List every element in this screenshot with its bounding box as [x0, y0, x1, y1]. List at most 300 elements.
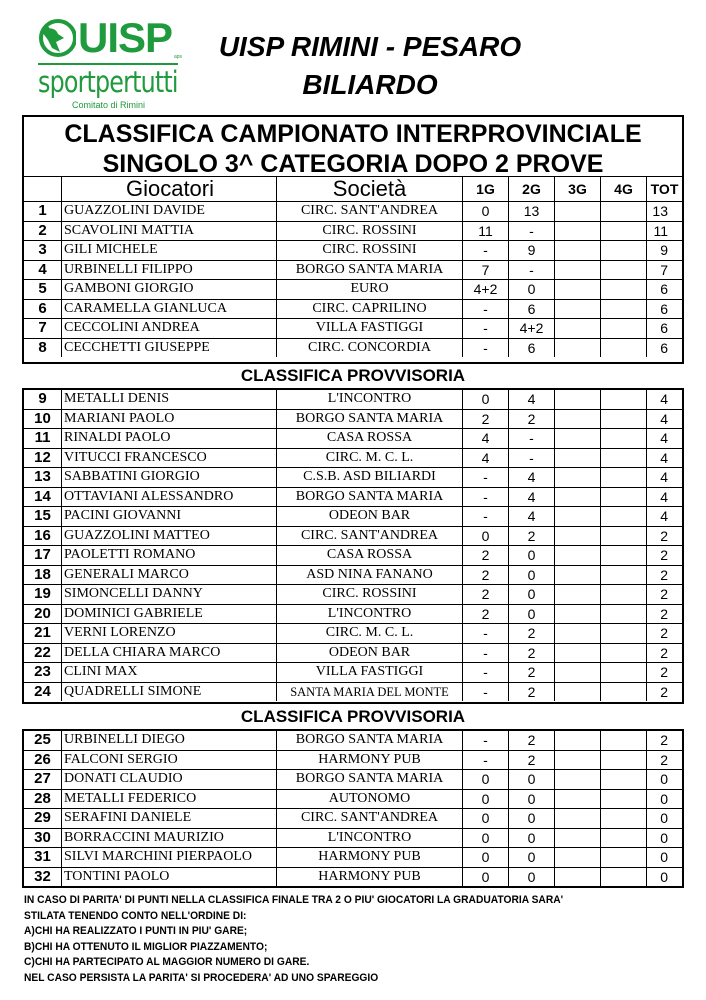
table-row [24, 409, 682, 429]
table-row [24, 663, 682, 683]
rank-cell: 1 [24, 202, 62, 222]
rank-cell: 13 [24, 468, 62, 488]
club-cell: L'INCONTRO [277, 828, 463, 848]
score-4g-cell [601, 448, 647, 468]
rank-cell: 32 [24, 867, 62, 886]
score-1g-cell: - [463, 682, 509, 701]
note-line: NEL CASO PERSISTA LA PARITA' SI PROCEDERA' AD UNO SPAREGGIO [24, 971, 379, 984]
rank-cell: 22 [24, 643, 62, 663]
player-cell: GILI MICHELE [62, 241, 277, 261]
table-row [24, 487, 682, 507]
provisional-grid-1 [24, 390, 682, 701]
score-4g-cell [601, 280, 647, 300]
table-row [24, 280, 682, 300]
score-3g-cell [555, 848, 601, 868]
ranking-table [22, 115, 684, 364]
tiebreak-notes [24, 893, 694, 986]
total-cell: 2 [647, 604, 683, 624]
score-1g-cell: 0 [463, 770, 509, 790]
player-cell: CLINI MAX [62, 663, 277, 683]
player-cell: BORRACCINI MAURIZIO [62, 828, 277, 848]
score-1g-cell: - [463, 624, 509, 644]
club-cell: SANTA MARIA DEL MONTE [277, 682, 463, 701]
score-2g-cell: 2 [509, 643, 555, 663]
table-row [24, 546, 682, 566]
logo-tagline: sportpertutti [38, 65, 178, 99]
rank-cell: 10 [24, 409, 62, 429]
score-2g-cell: - [509, 448, 555, 468]
score-1g-cell: - [463, 750, 509, 770]
score-2g-cell: 6 [509, 299, 555, 319]
score-4g-cell [601, 507, 647, 527]
club-cell: L'INCONTRO [277, 390, 463, 409]
rank-cell: 26 [24, 750, 62, 770]
total-cell: 7 [647, 260, 683, 280]
score-2g-cell: 0 [509, 585, 555, 605]
score-4g-cell [601, 202, 647, 222]
note-line: B)CHI HA OTTENUTO IL MIGLIOR PIAZZAMENTO; [24, 940, 268, 953]
rank-cell: 28 [24, 789, 62, 809]
score-4g-cell [601, 624, 647, 644]
score-1g-cell: - [463, 241, 509, 261]
score-3g-cell [555, 507, 601, 527]
rank-cell: 3 [24, 241, 62, 261]
player-cell: CARAMELLA GIANLUCA [62, 299, 277, 319]
score-2g-cell: 0 [509, 565, 555, 585]
score-1g-cell: - [463, 643, 509, 663]
table-row [24, 429, 682, 449]
score-2g-cell: 0 [509, 789, 555, 809]
rank-cell: 17 [24, 546, 62, 566]
rank-cell: 24 [24, 682, 62, 701]
score-3g-cell [555, 338, 601, 357]
club-cell: BORGO SANTA MARIA [277, 770, 463, 790]
total-cell: 4 [647, 390, 683, 409]
total-cell: 4 [647, 468, 683, 488]
score-3g-cell [555, 604, 601, 624]
rank-cell: 20 [24, 604, 62, 624]
player-cell: URBINELLI FILIPPO [62, 260, 277, 280]
player-cell: MARIANI PAOLO [62, 409, 277, 429]
score-4g-cell [601, 809, 647, 829]
score-1g-cell: 4 [463, 429, 509, 449]
total-cell: 2 [647, 682, 683, 701]
score-1g-cell: - [463, 487, 509, 507]
score-1g-cell: 0 [463, 390, 509, 409]
club-cell: CIRC. SANT'ANDREA [277, 809, 463, 829]
club-cell: VILLA FASTIGGI [277, 663, 463, 683]
player-cell: FALCONI SERGIO [62, 750, 277, 770]
score-1g-cell: 2 [463, 565, 509, 585]
score-4g-cell [601, 319, 647, 339]
note-line: STILATA TENENDO CONTO NELL'ORDINE DI: [24, 909, 247, 922]
score-1g-cell: 2 [463, 604, 509, 624]
score-1g-cell: 0 [463, 789, 509, 809]
score-2g-cell: 0 [509, 848, 555, 868]
rank-cell: 18 [24, 565, 62, 585]
club-cell: ODEON BAR [277, 507, 463, 527]
total-cell: 4 [647, 507, 683, 527]
player-cell: DONATI CLAUDIO [62, 770, 277, 790]
table-row [24, 260, 682, 280]
score-3g-cell [555, 828, 601, 848]
score-2g-cell: 0 [509, 546, 555, 566]
col-tot-header: TOT [647, 177, 683, 202]
total-cell: 2 [647, 750, 683, 770]
total-cell: 2 [647, 565, 683, 585]
rank-cell: 21 [24, 624, 62, 644]
player-cell: DOMINICI GABRIELE [62, 604, 277, 624]
col-club-header: Società [277, 177, 463, 202]
club-cell: CASA ROSSA [277, 546, 463, 566]
score-1g-cell: - [463, 663, 509, 683]
rank-cell: 19 [24, 585, 62, 605]
rank-cell: 29 [24, 809, 62, 829]
score-3g-cell [555, 643, 601, 663]
score-4g-cell [601, 770, 647, 790]
score-2g-cell: 6 [509, 338, 555, 357]
note-line: A)CHI HA REALIZZATO I PUNTI IN PIU' GARE; [24, 925, 248, 937]
score-4g-cell [601, 390, 647, 409]
rank-cell: 7 [24, 319, 62, 339]
score-2g-cell: 0 [509, 828, 555, 848]
page-subtitle: BILIARDO [302, 69, 438, 100]
club-cell: ASD NINA FANANO [277, 565, 463, 585]
rank-cell: 4 [24, 260, 62, 280]
club-cell: CASA ROSSA [277, 429, 463, 449]
total-cell: 13 [647, 202, 683, 222]
player-cell: CECCOLINI ANDREA [62, 319, 277, 339]
rank-cell: 11 [24, 429, 62, 449]
table-row [24, 604, 682, 624]
col-2g-header: 2G [509, 177, 555, 202]
table-row [24, 809, 682, 829]
score-1g-cell: 2 [463, 546, 509, 566]
player-cell: TONTINI PAOLO [62, 867, 277, 886]
score-2g-cell: 4 [509, 507, 555, 527]
total-cell: 4 [647, 448, 683, 468]
score-2g-cell: 2 [509, 409, 555, 429]
total-cell: 0 [647, 789, 683, 809]
club-cell: CIRC. M. C. L. [277, 448, 463, 468]
provisional-label-1: CLASSIFICA PROVVISORIA [240, 366, 466, 385]
player-cell: SERAFINI DANIELE [62, 809, 277, 829]
score-4g-cell [601, 546, 647, 566]
club-cell: CIRC. ROSSINI [277, 241, 463, 261]
score-3g-cell [555, 299, 601, 319]
total-cell: 2 [647, 663, 683, 683]
score-4g-cell [601, 731, 647, 750]
uisp-logo [36, 16, 186, 112]
table-header-row [24, 177, 682, 202]
score-3g-cell [555, 448, 601, 468]
rank-cell: 27 [24, 770, 62, 790]
ranking-title-line1: CLASSIFICA CAMPIONATO INTERPROVINCIALE [64, 120, 642, 148]
col-player-header: Giocatori [62, 177, 277, 202]
table-row [24, 299, 682, 319]
club-cell: L'INCONTRO [277, 604, 463, 624]
score-4g-cell [601, 299, 647, 319]
player-cell: METALLI DENIS [62, 390, 277, 409]
rank-cell: 23 [24, 663, 62, 683]
score-4g-cell [601, 565, 647, 585]
table-row [24, 585, 682, 605]
score-2g-cell: 2 [509, 750, 555, 770]
score-3g-cell [555, 663, 601, 683]
score-3g-cell [555, 429, 601, 449]
score-4g-cell [601, 468, 647, 488]
rank-cell: 8 [24, 338, 62, 357]
club-cell: CIRC. CONCORDIA [277, 338, 463, 357]
runner-logo-icon [36, 18, 76, 58]
score-2g-cell: 9 [509, 241, 555, 261]
score-2g-cell: - [509, 429, 555, 449]
player-cell: GUAZZOLINI MATTEO [62, 526, 277, 546]
table-row [24, 750, 682, 770]
table-row [24, 643, 682, 663]
score-2g-cell: - [509, 221, 555, 241]
rank-cell: 25 [24, 731, 62, 750]
club-cell: CIRC. CAPRILINO [277, 299, 463, 319]
total-cell: 0 [647, 770, 683, 790]
total-cell: 0 [647, 828, 683, 848]
score-3g-cell [555, 770, 601, 790]
score-4g-cell [601, 789, 647, 809]
total-cell: 6 [647, 299, 683, 319]
score-2g-cell: 0 [509, 770, 555, 790]
score-3g-cell [555, 750, 601, 770]
club-cell: AUTONOMO [277, 789, 463, 809]
score-4g-cell [601, 663, 647, 683]
score-4g-cell [601, 867, 647, 886]
score-4g-cell [601, 682, 647, 701]
total-cell: 6 [647, 338, 683, 357]
player-cell: SIMONCELLI DANNY [62, 585, 277, 605]
total-cell: 2 [647, 546, 683, 566]
score-2g-cell: 2 [509, 663, 555, 683]
player-cell: PAOLETTI ROMANO [62, 546, 277, 566]
table-row [24, 338, 682, 357]
player-cell: DELLA CHIARA MARCO [62, 643, 277, 663]
total-cell: 2 [647, 526, 683, 546]
club-cell: ODEON BAR [277, 643, 463, 663]
player-cell: PACINI GIOVANNI [62, 507, 277, 527]
score-3g-cell [555, 202, 601, 222]
player-cell: SILVI MARCHINI PIERPAOLO [62, 848, 277, 868]
col-1g-header: 1G [463, 177, 509, 202]
club-cell: CIRC. ROSSINI [277, 221, 463, 241]
score-2g-cell: 2 [509, 624, 555, 644]
player-cell: QUADRELLI SIMONE [62, 682, 277, 701]
score-2g-cell: - [509, 260, 555, 280]
club-cell: BORGO SANTA MARIA [277, 409, 463, 429]
score-2g-cell: 0 [509, 604, 555, 624]
score-3g-cell [555, 468, 601, 488]
score-1g-cell: - [463, 468, 509, 488]
club-cell: BORGO SANTA MARIA [277, 260, 463, 280]
table-row [24, 526, 682, 546]
rank-cell: 30 [24, 828, 62, 848]
player-cell: VITUCCI FRANCESCO [62, 448, 277, 468]
player-cell: SABBATINI GIORGIO [62, 468, 277, 488]
total-cell: 6 [647, 280, 683, 300]
rank-cell: 31 [24, 848, 62, 868]
score-4g-cell [601, 526, 647, 546]
col-3g-header: 3G [555, 177, 601, 202]
score-2g-cell: 4 [509, 390, 555, 409]
club-cell: CIRC. SANT'ANDREA [277, 526, 463, 546]
score-4g-cell [601, 221, 647, 241]
club-cell: BORGO SANTA MARIA [277, 731, 463, 750]
score-1g-cell: - [463, 338, 509, 357]
rank-cell: 15 [24, 507, 62, 527]
logo-brand: UISP [78, 14, 173, 61]
score-4g-cell [601, 429, 647, 449]
total-cell: 2 [647, 624, 683, 644]
score-3g-cell [555, 565, 601, 585]
score-4g-cell [601, 241, 647, 261]
score-3g-cell [555, 731, 601, 750]
table-row [24, 202, 682, 222]
table-row [24, 770, 682, 790]
player-cell: GUAZZOLINI DAVIDE [62, 202, 277, 222]
club-cell: VILLA FASTIGGI [277, 319, 463, 339]
score-1g-cell: 2 [463, 409, 509, 429]
table-row [24, 390, 682, 409]
score-3g-cell [555, 789, 601, 809]
note-line: C)CHI HA PARTECIPATO AL MAGGIOR NUMERO DI GARE. [24, 956, 310, 968]
logo-suffix: aps [174, 54, 183, 60]
provisional-label-2: CLASSIFICA PROVVISORIA [240, 707, 466, 726]
player-cell: GAMBONI GIORGIO [62, 280, 277, 300]
total-cell: 2 [647, 731, 683, 750]
table-row [24, 241, 682, 261]
score-1g-cell: 0 [463, 526, 509, 546]
score-4g-cell [601, 338, 647, 357]
total-cell: 2 [647, 643, 683, 663]
table-row [24, 624, 682, 644]
score-3g-cell [555, 390, 601, 409]
table-row [24, 319, 682, 339]
score-2g-cell: 0 [509, 867, 555, 886]
score-1g-cell: 4+2 [463, 280, 509, 300]
club-cell: C.S.B. ASD BILIARDI [277, 468, 463, 488]
score-3g-cell [555, 585, 601, 605]
score-1g-cell: 0 [463, 809, 509, 829]
score-2g-cell: 4 [509, 468, 555, 488]
score-3g-cell [555, 221, 601, 241]
score-2g-cell: 4+2 [509, 319, 555, 339]
table-row [24, 682, 682, 701]
score-1g-cell: - [463, 507, 509, 527]
page-title: UISP RIMINI - PESARO [218, 31, 522, 62]
logo-committee: Comitato di Rimini [72, 100, 146, 110]
col-4g-header: 4G [601, 177, 647, 202]
score-1g-cell: 4 [463, 448, 509, 468]
score-1g-cell: 7 [463, 260, 509, 280]
score-3g-cell [555, 682, 601, 701]
score-1g-cell: 0 [463, 202, 509, 222]
ranking-title [24, 117, 682, 177]
rank-cell: 16 [24, 526, 62, 546]
score-1g-cell: 0 [463, 828, 509, 848]
score-1g-cell: 0 [463, 867, 509, 886]
table-row [24, 221, 682, 241]
table-row [24, 507, 682, 527]
ranking-grid [24, 177, 682, 357]
table-row [24, 448, 682, 468]
provisional-table-2 [22, 729, 684, 888]
score-2g-cell: 4 [509, 487, 555, 507]
table-row [24, 789, 682, 809]
table-row [24, 867, 682, 886]
score-1g-cell: - [463, 731, 509, 750]
provisional-table-1 [22, 388, 684, 704]
player-cell: OTTAVIANI ALESSANDRO [62, 487, 277, 507]
player-cell: VERNI LORENZO [62, 624, 277, 644]
club-cell: HARMONY PUB [277, 867, 463, 886]
score-4g-cell [601, 409, 647, 429]
player-cell: SCAVOLINI MATTIA [62, 221, 277, 241]
total-cell: 9 [647, 241, 683, 261]
score-4g-cell [601, 585, 647, 605]
score-3g-cell [555, 546, 601, 566]
note-line: IN CASO DI PARITA' DI PUNTI NELLA CLASSIFICA FINALE TRA 2 O PIU' GIOCATORI LA GRADUATORIA SARA' [24, 894, 564, 906]
table-row [24, 468, 682, 488]
player-cell: RINALDI PAOLO [62, 429, 277, 449]
score-2g-cell: 2 [509, 682, 555, 701]
score-3g-cell [555, 280, 601, 300]
rank-cell: 14 [24, 487, 62, 507]
total-cell: 4 [647, 429, 683, 449]
total-cell: 6 [647, 319, 683, 339]
club-cell: CIRC. ROSSINI [277, 585, 463, 605]
score-4g-cell [601, 643, 647, 663]
score-3g-cell [555, 867, 601, 886]
club-cell: CIRC. M. C. L. [277, 624, 463, 644]
score-3g-cell [555, 241, 601, 261]
player-cell: CECCHETTI GIUSEPPE [62, 338, 277, 357]
rank-cell: 2 [24, 221, 62, 241]
rank-cell: 12 [24, 448, 62, 468]
score-1g-cell: - [463, 299, 509, 319]
provisional-grid-2 [24, 731, 682, 886]
table-row [24, 828, 682, 848]
score-3g-cell [555, 624, 601, 644]
club-cell: HARMONY PUB [277, 750, 463, 770]
score-4g-cell [601, 828, 647, 848]
player-cell: GENERALI MARCO [62, 565, 277, 585]
score-3g-cell [555, 319, 601, 339]
score-2g-cell: 0 [509, 809, 555, 829]
club-cell: EURO [277, 280, 463, 300]
table-row [24, 731, 682, 750]
score-3g-cell [555, 409, 601, 429]
player-cell: METALLI FEDERICO [62, 789, 277, 809]
score-4g-cell [601, 487, 647, 507]
total-cell: 4 [647, 487, 683, 507]
score-4g-cell [601, 604, 647, 624]
total-cell: 0 [647, 809, 683, 829]
score-2g-cell: 2 [509, 526, 555, 546]
total-cell: 11 [647, 221, 683, 241]
score-3g-cell [555, 809, 601, 829]
table-row [24, 565, 682, 585]
club-cell: HARMONY PUB [277, 848, 463, 868]
score-2g-cell: 2 [509, 731, 555, 750]
score-1g-cell: - [463, 319, 509, 339]
score-3g-cell [555, 487, 601, 507]
